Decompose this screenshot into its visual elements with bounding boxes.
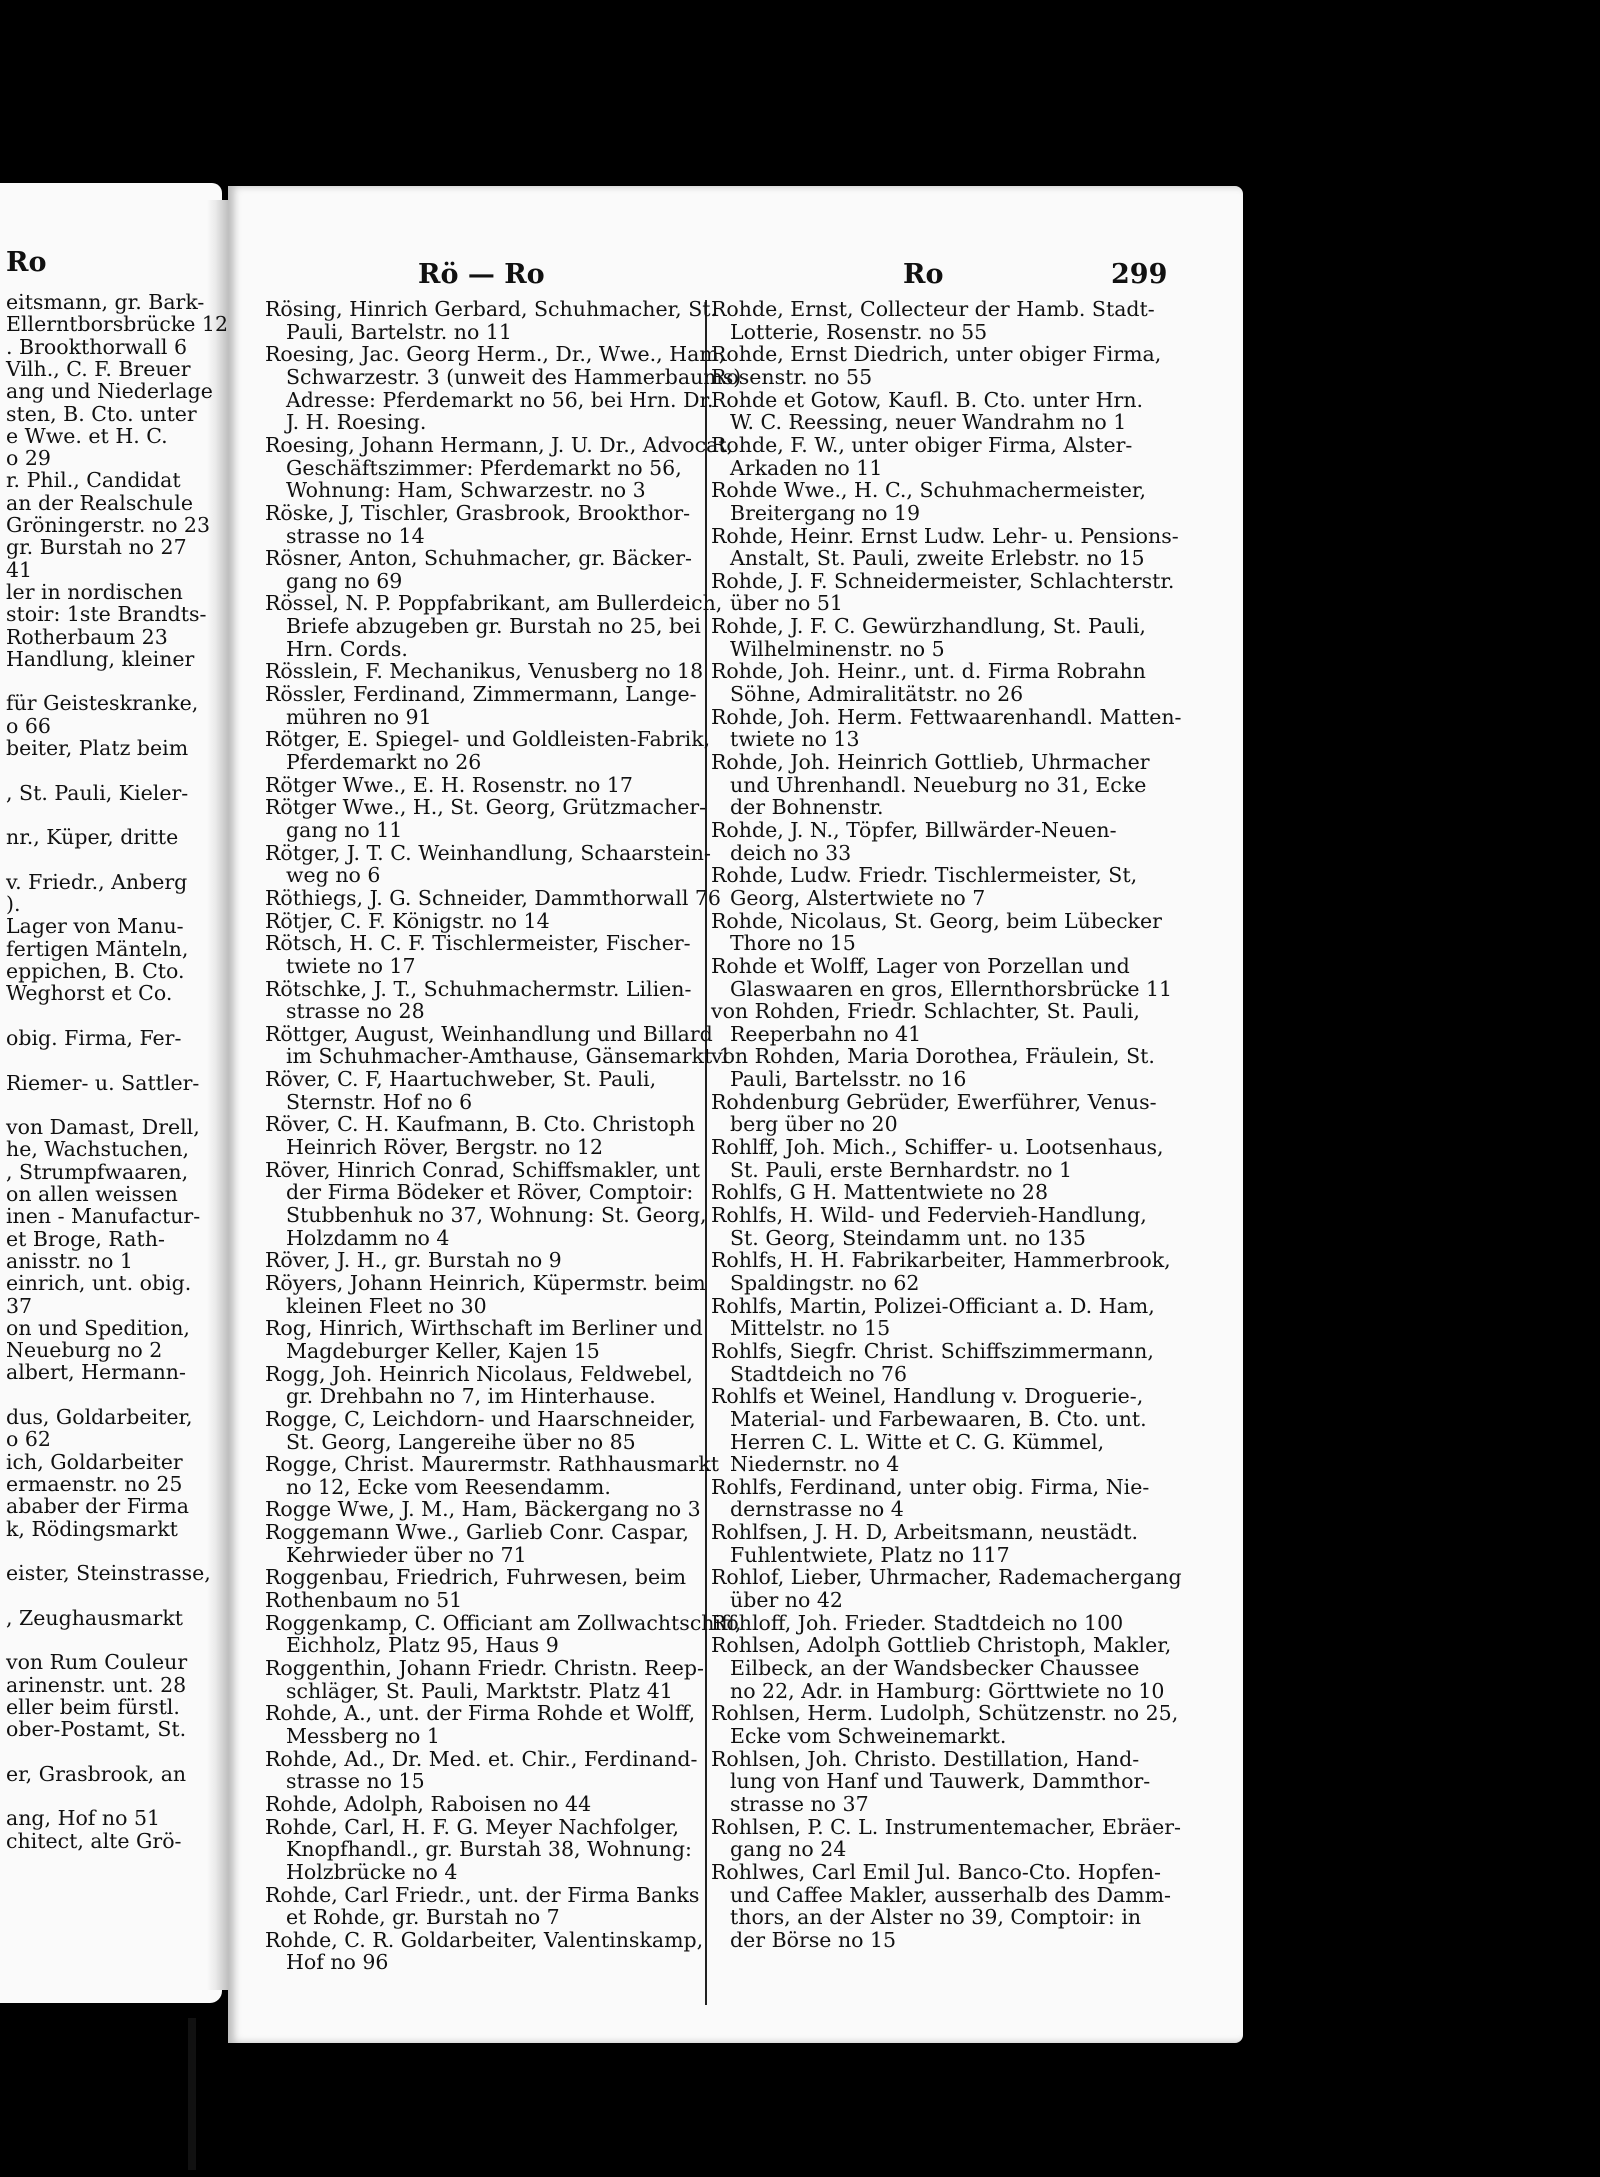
directory-entry-line: Magdeburger Keller, Kajen 15 bbox=[286, 1338, 600, 1363]
directory-entry-line: für Geisteskranke, bbox=[6, 691, 199, 716]
directory-entry-line: Ecke vom Schweinemarkt. bbox=[730, 1723, 1007, 1748]
left-page-header: Ro bbox=[6, 247, 47, 278]
directory-entry-line: Rötjer, C. F. Königstr. no 14 bbox=[265, 908, 550, 933]
directory-entry-line: Vilh., C. F. Breuer bbox=[6, 356, 191, 381]
directory-entry-line: eller beim fürstl. bbox=[6, 1694, 180, 1719]
directory-entry-line: twiete no 17 bbox=[286, 953, 416, 978]
directory-entry-line: Rohde, C. R. Goldarbeiter, Valentinskamp, bbox=[265, 1927, 704, 1952]
directory-entry-line: Neueburg no 2 bbox=[6, 1338, 163, 1363]
directory-entry-line: arinenstr. unt. 28 bbox=[6, 1672, 187, 1697]
directory-entry-line: Rösslein, F. Mechanikus, Venusberg no 18 bbox=[265, 659, 704, 684]
directory-entry-line: Rohde, Ad., Dr. Med. et. Chir., Ferdinand- bbox=[265, 1746, 698, 1771]
directory-entry-line: W. C. Reessing, neuer Wandrahm no 1 bbox=[730, 410, 1127, 435]
directory-entry-line: strasse no 15 bbox=[286, 1769, 425, 1794]
directory-entry-line: Fuhlentwiete, Platz no 117 bbox=[730, 1542, 1010, 1567]
directory-entry-line: gang no 69 bbox=[286, 568, 403, 593]
directory-entry-line: Ellerntborsbrücke 12 bbox=[6, 312, 228, 337]
directory-entry-line: Arkaden no 11 bbox=[730, 455, 883, 480]
directory-entry-line: eister, Steinstrasse, bbox=[6, 1561, 211, 1586]
directory-entry-line: Rohde, A., unt. der Firma Rohde et Wolff, bbox=[265, 1701, 696, 1726]
directory-entry-line: Rohde, F. W., unter obiger Firma, Alster- bbox=[711, 432, 1133, 457]
directory-entry-line: Thore no 15 bbox=[730, 931, 856, 956]
directory-entry-line: Lotterie, Rosenstr. no 55 bbox=[730, 319, 988, 344]
directory-entry-line: Pauli, Bartelsstr. no 16 bbox=[730, 1067, 967, 1092]
directory-entry-line: Rohlsen, Joh. Christo. Destillation, Hand- bbox=[711, 1746, 1140, 1771]
directory-entry-line: Rötger, J. T. C. Weinhandlung, Schaarstein- bbox=[265, 840, 711, 865]
directory-entry-line: Rössler, Ferdinand, Zimmermann, Lange- bbox=[265, 682, 697, 707]
directory-entry-line: Röthiegs, J. G. Schneider, Dammthorwall 76 bbox=[265, 885, 721, 910]
directory-entry-line: Rohlff, Joh. Mich., Schiffer- u. Lootsenhaus, bbox=[711, 1135, 1164, 1160]
directory-entry-line: 37 bbox=[6, 1293, 33, 1318]
directory-entry-line: Rohde, Joh. Herm. Fettwaarenhandl. Matten- bbox=[711, 704, 1182, 729]
directory-entry-line: er, Grasbrook, an bbox=[6, 1761, 187, 1786]
directory-entry-line: Rötschke, J. T., Schuhmachermstr. Lilien- bbox=[265, 976, 692, 1001]
directory-entry-line: Rohde et Gotow, Kaufl. B. Cto. unter Hrn. bbox=[711, 387, 1144, 412]
directory-entry-line: Rohde, Nicolaus, St. Georg, beim Lübecker bbox=[711, 908, 1162, 933]
directory-entry-line: Rohde, J. F. Schneidermeister, Schlachterstr. bbox=[711, 568, 1175, 593]
directory-entry-line: Rohlwes, Carl Emil Jul. Banco-Cto. Hopfen- bbox=[711, 1859, 1161, 1884]
directory-entry-line: Rohde, Ernst, Collecteur der Hamb. Stadt- bbox=[711, 297, 1155, 321]
directory-entry-line: dernstrasse no 4 bbox=[730, 1497, 904, 1522]
directory-entry-line: der Bohnenstr. bbox=[730, 795, 884, 820]
directory-entry-line: Rohlfs, G H. Mattentwiete no 28 bbox=[711, 1180, 1049, 1205]
directory-entry-line: inen - Manufactur- bbox=[6, 1204, 201, 1229]
directory-entry-line: sten, B. Cto. unter bbox=[6, 401, 197, 426]
directory-entry-line: Hrn. Cords. bbox=[286, 636, 408, 661]
directory-entry-line: ). bbox=[6, 892, 21, 917]
directory-entry-line: , St. Pauli, Kieler- bbox=[6, 780, 189, 805]
directory-entry-line: Rohde, Ernst Diedrich, unter obiger Firma, bbox=[711, 342, 1162, 367]
directory-entry-line: albert, Hermann- bbox=[6, 1360, 186, 1385]
directory-entry-line: Rohdenburg Gebrüder, Ewerführer, Venus- bbox=[711, 1089, 1157, 1114]
directory-entry-line: Rohlsen, Adolph Gottlieb Christoph, Makler, bbox=[711, 1633, 1172, 1658]
directory-entry-line: kleinen Fleet no 30 bbox=[286, 1293, 487, 1318]
directory-entry-line: Niedernstr. no 4 bbox=[730, 1452, 900, 1477]
directory-entry-line: Roesing, Johann Hermann, J. U. Dr., Advocat, bbox=[265, 432, 734, 457]
directory-entry-line: an der Realschule bbox=[6, 490, 193, 515]
directory-entry-line: strasse no 37 bbox=[730, 1791, 869, 1816]
directory-entry-line: Rogg, Joh. Heinrich Nicolaus, Feldwebel, bbox=[265, 1361, 693, 1386]
directory-entry-line: Rohloff, Joh. Frieder. Stadtdeich no 100 bbox=[711, 1610, 1124, 1635]
directory-entry-line: Rogge Wwe, J. M., Ham, Bäckergang no 3 bbox=[265, 1497, 701, 1522]
directory-entry-line: Rohlfs, H. H. Fabrikarbeiter, Hammerbrook, bbox=[711, 1248, 1171, 1273]
directory-entry-line: Röver, C. H. Kaufmann, B. Cto. Christoph bbox=[265, 1112, 696, 1137]
directory-entry-line: v. Friedr., Anberg bbox=[6, 869, 188, 894]
directory-entry-line: Roggenthin, Johann Friedr. Christn. Reep- bbox=[265, 1656, 704, 1680]
directory-entry-line: Rogge, Christ. Maurermstr. Rathhausmarkt bbox=[265, 1452, 719, 1477]
directory-entry-line: Roggenkamp, C. Officiant am Zollwachtschiff, bbox=[265, 1610, 742, 1635]
directory-entry-line: . Brookthorwall 6 bbox=[6, 334, 188, 359]
directory-entry-line: Rohlfs, Siegfr. Christ. Schiffszimmermann, bbox=[711, 1338, 1154, 1363]
directory-entry-line: Rohde, Heinr. Ernst Ludw. Lehr- u. Pensions- bbox=[711, 523, 1179, 548]
directory-entry-line: Rohlfs et Weinel, Handlung v. Droguerie-, bbox=[711, 1384, 1144, 1409]
running-header-right: Ro bbox=[903, 259, 944, 290]
directory-entry-line: 41 bbox=[6, 557, 33, 582]
directory-entry-line: e Wwe. et H. C. bbox=[6, 423, 168, 448]
directory-entry-line: Stadtdeich no 76 bbox=[730, 1361, 908, 1386]
directory-entry-line: Rohde, Joh. Heinr., unt. d. Firma Robrahn bbox=[711, 659, 1146, 684]
directory-entry-line: Rohlfs, Martin, Polizei-Officiant a. D. Ham, bbox=[711, 1293, 1155, 1318]
directory-entry-line: strasse no 28 bbox=[286, 999, 425, 1024]
directory-entry-line: Röske, J, Tischler, Grasbrook, Brookthor- bbox=[265, 500, 691, 525]
directory-entry-line: Rohlfs, H. Wild- und Federvieh-Handlung, bbox=[711, 1203, 1147, 1227]
directory-entry-line: St. Georg, Langereihe über no 85 bbox=[286, 1429, 636, 1454]
directory-entry-line: gr. Burstah no 27 bbox=[6, 535, 187, 560]
directory-entry-line: Eichholz, Platz 95, Haus 9 bbox=[286, 1633, 559, 1658]
directory-entry-line: Rohde, Carl, H. F. G. Meyer Nachfolger, bbox=[265, 1814, 680, 1839]
directory-entry-line: Röyers, Johann Heinrich, Küpermstr. beim bbox=[265, 1270, 706, 1295]
directory-entry-line: Pferdemarkt no 26 bbox=[286, 750, 482, 774]
directory-entry-line: J. H. Roesing. bbox=[286, 410, 427, 435]
directory-entry-line: Rotherbaum 23 bbox=[6, 624, 168, 649]
bookmark-ribbon bbox=[188, 2018, 196, 2170]
directory-entry-line: von Rum Couleur bbox=[6, 1650, 188, 1675]
directory-entry-line: thors, an der Alster no 39, Comptoir: in bbox=[730, 1905, 1142, 1930]
directory-entry-line: von Damast, Drell, bbox=[6, 1115, 200, 1140]
directory-entry-line: ich, Goldarbeiter bbox=[6, 1449, 183, 1474]
directory-entry-line: und Caffee Makler, ausserhalb des Damm- bbox=[730, 1882, 1171, 1907]
directory-entry-line: gr. Drehbahn no 7, im Hinterhause. bbox=[286, 1384, 656, 1409]
directory-entry-line: Knopfhandl., gr. Burstah 38, Wohnung: bbox=[286, 1837, 692, 1862]
directory-entry-line: Roesing, Jac. Georg Herm., Dr., Wwe., Ham, bbox=[265, 342, 726, 367]
directory-entry-line: Messberg no 1 bbox=[286, 1723, 440, 1748]
directory-entry-line: Rötger Wwe., E. H. Rosenstr. no 17 bbox=[265, 772, 633, 797]
directory-entry-line: Hof no 96 bbox=[286, 1950, 389, 1975]
directory-entry-line: gang no 11 bbox=[286, 817, 403, 842]
directory-entry-line: anisstr. no 1 bbox=[6, 1248, 133, 1273]
directory-entry-line: Mittelstr. no 15 bbox=[730, 1316, 891, 1341]
directory-entry-line: der Börse no 15 bbox=[730, 1927, 897, 1952]
directory-entry-line: und Uhrenhandl. Neueburg no 31, Ecke bbox=[730, 772, 1147, 797]
directory-entry-line: Rohlfs, Ferdinand, unter obig. Firma, Nie- bbox=[711, 1474, 1150, 1499]
directory-entry-line: et Rohde, gr. Burstah no 7 bbox=[286, 1905, 560, 1930]
directory-entry-line: Rösing, Hinrich Gerbard, Schuhmacher, St. bbox=[265, 297, 718, 321]
directory-entry-line: der Firma Bödeker et Röver, Comptoir: bbox=[286, 1180, 694, 1205]
directory-entry-line: Riemer- u. Sattler- bbox=[6, 1070, 200, 1095]
directory-entry-line: ang, Hof no 51 bbox=[6, 1806, 161, 1831]
directory-entry-line: Holzbrücke no 4 bbox=[286, 1859, 458, 1884]
directory-entry-line: no 22, Adr. in Hamburg: Görttwiete no 10 bbox=[730, 1678, 1165, 1703]
directory-entry-line: stoir: 1ste Brandts- bbox=[6, 602, 207, 627]
directory-entry-line: ang und Niederlage bbox=[6, 379, 213, 404]
directory-entry-line: Röver, J. H., gr. Burstah no 9 bbox=[265, 1248, 562, 1273]
directory-entry-line: Rosenstr. no 55 bbox=[711, 364, 873, 389]
directory-entry-line: Eilbeck, an der Wandsbecker Chaussee bbox=[730, 1656, 1140, 1680]
directory-entry-line: Rogge, C, Leichdorn- und Haarschneider, bbox=[265, 1406, 696, 1431]
directory-entry-line: Reeperbahn no 41 bbox=[730, 1021, 922, 1046]
directory-entry-line: Rothenbaum no 51 bbox=[265, 1588, 463, 1613]
directory-entry-line: beiter, Platz beim bbox=[6, 736, 189, 760]
page-number: 299 bbox=[1111, 259, 1168, 290]
directory-entry-line: Roggenbau, Friedrich, Fuhrwesen, beim bbox=[265, 1565, 687, 1590]
directory-entry-line: ober-Postamt, St. bbox=[6, 1717, 187, 1742]
directory-entry-line: Rössel, N. P. Poppfabrikant, am Bullerdeich, bbox=[265, 591, 723, 616]
directory-entry-line: St. Pauli, erste Bernhardstr. no 1 bbox=[730, 1157, 1073, 1182]
book-spine-shadow bbox=[207, 200, 229, 1990]
directory-entry-line: dus, Goldarbeiter, bbox=[6, 1405, 193, 1429]
directory-entry-line: Glaswaaren en gros, Ellernthorsbrücke 11 bbox=[730, 976, 1173, 1001]
directory-entry-line: von Rohden, Maria Dorothea, Fräulein, St. bbox=[711, 1044, 1155, 1069]
directory-entry-line: obig. Firma, Fer- bbox=[6, 1025, 182, 1050]
directory-entry-line: schläger, St. Pauli, Marktstr. Platz 41 bbox=[286, 1678, 673, 1703]
directory-entry-line: Roggemann Wwe., Garlieb Conr. Caspar, bbox=[265, 1520, 689, 1545]
directory-entry-line: k, Rödingsmarkt bbox=[6, 1516, 178, 1541]
directory-entry-line: Rohde, Adolph, Raboisen no 44 bbox=[265, 1791, 592, 1816]
directory-entry-line: Rog, Hinrich, Wirthschaft im Berliner und bbox=[265, 1316, 703, 1341]
running-header-center: Rö — Ro bbox=[418, 259, 545, 290]
directory-entry-line: Pauli, Bartelstr. no 11 bbox=[286, 319, 512, 344]
directory-entry-line: Briefe abzugeben gr. Burstah no 25, bei bbox=[286, 614, 701, 639]
directory-entry-line: Rötger, E. Spiegel- und Goldleisten-Fabrik, bbox=[265, 727, 711, 752]
directory-entry-line: Wilhelminenstr. no 5 bbox=[730, 636, 945, 661]
directory-entry-line: lung von Hanf und Tauwerk, Dammthor- bbox=[730, 1769, 1151, 1794]
directory-entry-line: Schwarzestr. 3 (unweit des Hammerbaums) bbox=[286, 364, 742, 389]
directory-entry-line: he, Wachstuchen, bbox=[6, 1137, 190, 1162]
directory-entry-line: berg über no 20 bbox=[730, 1112, 898, 1137]
directory-entry-line: o 66 bbox=[6, 713, 51, 738]
directory-entry-line: et Broge, Rath- bbox=[6, 1226, 165, 1251]
directory-entry-line: ababer der Firma bbox=[6, 1494, 189, 1519]
directory-entry-line: Spaldingstr. no 62 bbox=[730, 1270, 920, 1295]
directory-entry-line: mühren no 91 bbox=[286, 704, 432, 729]
directory-entry-line: deich no 33 bbox=[730, 840, 852, 865]
directory-entry-line: Kehrwieder über no 71 bbox=[286, 1542, 527, 1567]
directory-entry-line: on und Spedition, bbox=[6, 1315, 190, 1340]
directory-entry-line: Adresse: Pferdemarkt no 56, bei Hrn. Dr. bbox=[286, 387, 714, 412]
directory-entry-line: Herren C. L. Witte et C. G. Kümmel, bbox=[730, 1429, 1105, 1454]
directory-entry-line: Rohlfsen, J. H. D, Arbeitsmann, neustädt. bbox=[711, 1520, 1138, 1545]
directory-entry-line: weg no 6 bbox=[286, 863, 381, 888]
directory-entry-line: über no 51 bbox=[730, 591, 843, 616]
directory-entry-line: Rötsch, H. C. F. Tischlermeister, Fischer- bbox=[265, 931, 691, 956]
directory-entry-line: Rötger Wwe., H., St. Georg, Grützmacher- bbox=[265, 795, 707, 820]
directory-entry-line: Rohde, J. N., Töpfer, Billwärder-Neuen- bbox=[711, 817, 1117, 842]
directory-entry-line: chitect, alte Grö- bbox=[6, 1828, 182, 1853]
directory-entry-line: Stubbenhuk no 37, Wohnung: St. Georg, bbox=[286, 1203, 707, 1227]
directory-entry-line: Röver, Hinrich Conrad, Schiffsmakler, unt bbox=[265, 1157, 701, 1182]
directory-entry-line: Rösner, Anton, Schuhmacher, gr. Bäcker- bbox=[265, 546, 692, 571]
directory-entry-line: eitsmann, gr. Bark- bbox=[6, 290, 205, 314]
directory-entry-line: r. Phil., Candidat bbox=[6, 468, 181, 493]
directory-entry-line: gang no 24 bbox=[730, 1837, 847, 1862]
directory-entry-line: , Zeughausmarkt bbox=[6, 1605, 184, 1630]
directory-entry-line: Heinrich Röver, Bergstr. no 12 bbox=[286, 1135, 603, 1160]
directory-entry-line: twiete no 13 bbox=[730, 727, 860, 752]
directory-entry-line: über no 42 bbox=[730, 1588, 843, 1613]
directory-entry-line: Rohde et Wolff, Lager von Porzellan und bbox=[711, 953, 1130, 978]
directory-entry-line: Sternstr. Hof no 6 bbox=[286, 1089, 473, 1114]
directory-entry-line: Weghorst et Co. bbox=[6, 981, 173, 1006]
directory-entry-line: Rohde Wwe., H. C., Schuhmachermeister, bbox=[711, 478, 1146, 503]
directory-entry-line: Röttger, August, Weinhandlung und Billard bbox=[265, 1021, 713, 1046]
directory-entry-line: Rohlsen, Herm. Ludolph, Schützenstr. no 25, bbox=[711, 1701, 1179, 1726]
directory-entry-line: Rohde, Carl Friedr., unt. der Firma Banks bbox=[265, 1882, 700, 1907]
directory-entry-line: eppichen, B. Cto. bbox=[6, 959, 185, 983]
directory-entry-line: Rohde, J. F. C. Gewürzhandlung, St. Pauli, bbox=[711, 614, 1146, 639]
directory-entry-line: Rohlof, Lieber, Uhrmacher, Rademachergang bbox=[711, 1565, 1182, 1590]
directory-entry-line: ermaenstr. no 25 bbox=[6, 1471, 183, 1496]
directory-entry-line: Geschäftszimmer: Pferdemarkt no 56, bbox=[286, 455, 682, 480]
directory-entry-line: Rohde, Ludw. Friedr. Tischlermeister, St, bbox=[711, 863, 1138, 888]
directory-entry-line: Lager von Manu- bbox=[6, 914, 184, 939]
directory-entry-line: Handlung, kleiner bbox=[6, 646, 195, 671]
directory-entry-line: nr., Küper, dritte bbox=[6, 825, 179, 850]
directory-entry-line: Anstalt, St. Pauli, zweite Erlebstr. no 15 bbox=[730, 546, 1145, 571]
directory-entry-line: no 12, Ecke vom Reesendamm. bbox=[286, 1474, 611, 1499]
directory-entry-line: Wohnung: Ham, Schwarzestr. no 3 bbox=[286, 478, 646, 503]
directory-entry-line: Gröningerstr. no 23 bbox=[6, 513, 211, 537]
directory-entry-line: im Schuhmacher-Amthause, Gänsemarkt 1 bbox=[286, 1044, 732, 1069]
column-divider bbox=[705, 300, 707, 2005]
directory-entry-line: strasse no 14 bbox=[286, 523, 425, 548]
directory-entry-line: Söhne, Admiralitätstr. no 26 bbox=[730, 682, 1024, 707]
directory-entry-line: Georg, Alstertwiete no 7 bbox=[730, 885, 986, 910]
directory-entry-line: , Strumpfwaaren, bbox=[6, 1159, 189, 1184]
directory-entry-line: on allen weissen bbox=[6, 1182, 178, 1206]
directory-entry-line: von Rohden, Friedr. Schlachter, St. Pauli, bbox=[711, 999, 1140, 1024]
directory-entry-line: Rohde, Joh. Heinrich Gottlieb, Uhrmacher bbox=[711, 750, 1150, 774]
directory-entry-line: Material- und Farbewaaren, B. Cto. unt. bbox=[730, 1406, 1147, 1431]
directory-entry-line: fertigen Mänteln, bbox=[6, 936, 189, 961]
directory-entry-line: Breitergang no 19 bbox=[730, 500, 921, 525]
directory-entry-line: Rohlsen, P. C. L. Instrumentemacher, Ebräer- bbox=[711, 1814, 1181, 1839]
directory-entry-line: Holzdamm no 4 bbox=[286, 1225, 450, 1250]
directory-entry-line: St. Georg, Steindamm unt. no 135 bbox=[730, 1225, 1086, 1250]
directory-entry-line: Röver, C. F, Haartuchweber, St. Pauli, bbox=[265, 1067, 657, 1092]
directory-entry-line: o 29 bbox=[6, 446, 51, 471]
directory-entry-line: o 62 bbox=[6, 1427, 51, 1452]
directory-entry-line: ler in nordischen bbox=[6, 579, 183, 604]
directory-entry-line: einrich, unt. obig. bbox=[6, 1271, 192, 1296]
